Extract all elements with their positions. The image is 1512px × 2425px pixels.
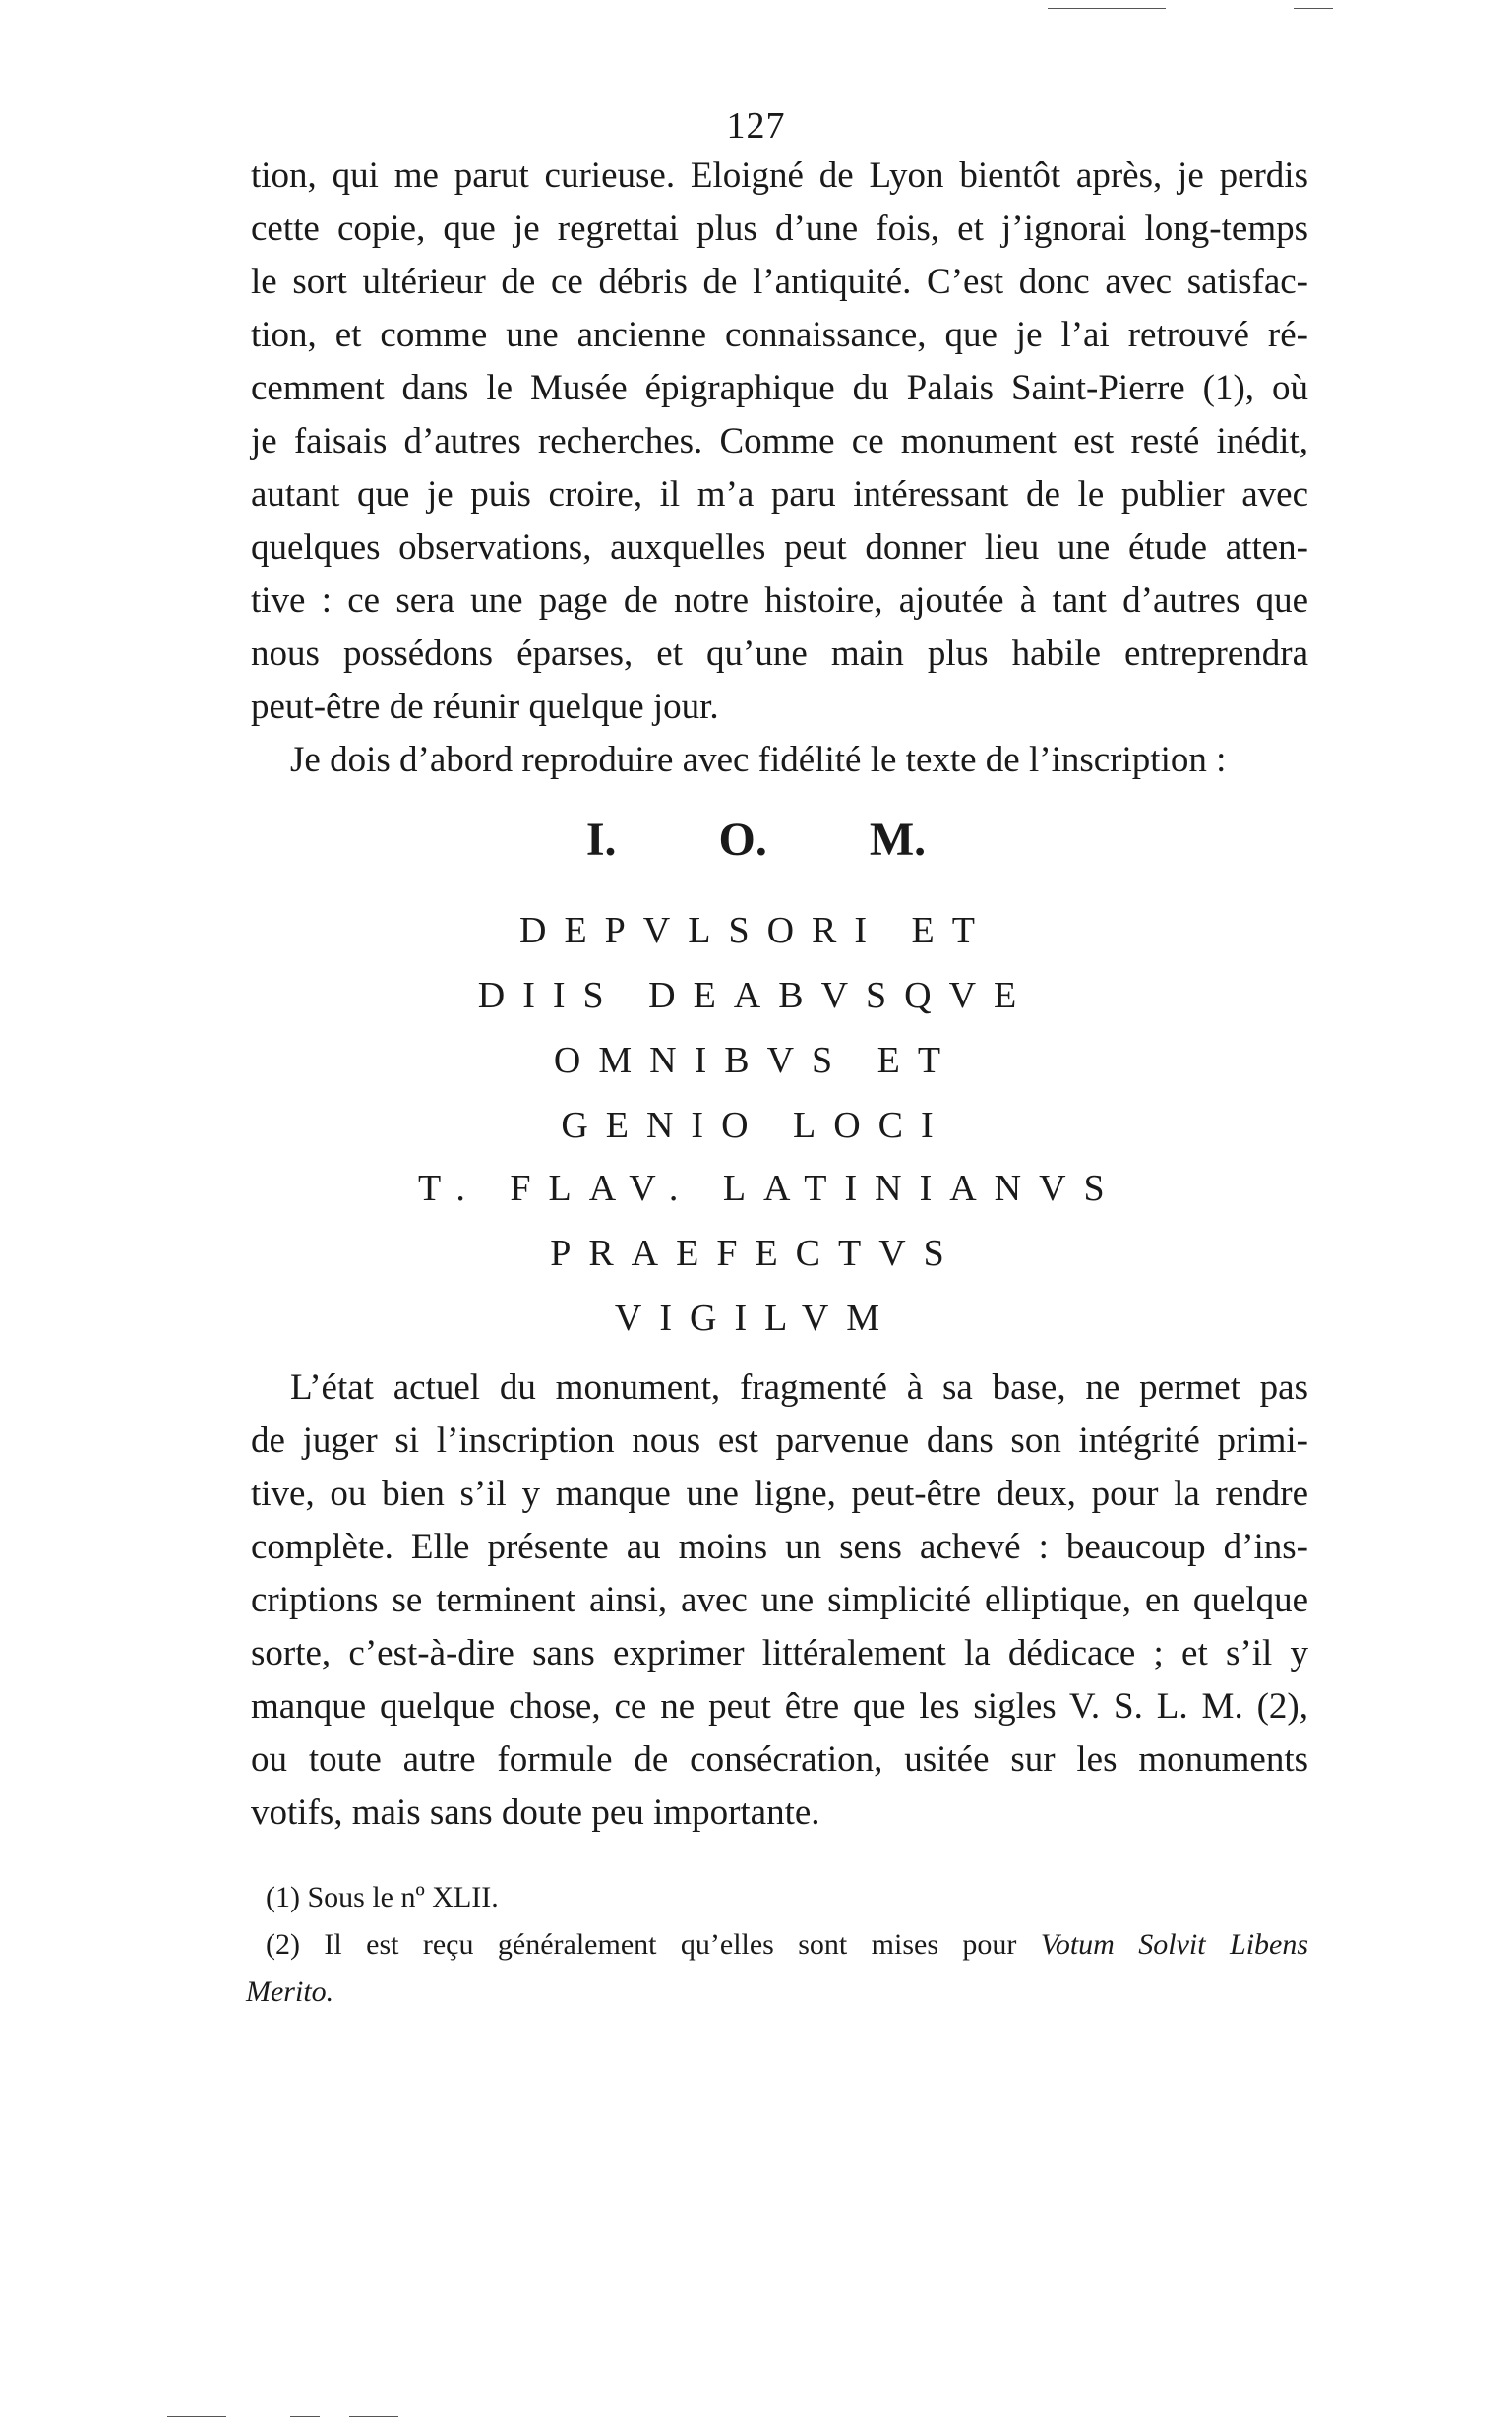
inscription-title (0, 813, 1512, 867)
footnote-2-word: Solvit (1138, 1928, 1206, 1961)
text-line: L’état actuel du monument, fragmenté à sa base, ne permet pas (290, 1367, 1308, 1408)
inscription-line: DEPVLSORI ET (519, 910, 993, 951)
footnote-1: (1) Sous le nº XLII. (266, 1881, 499, 1913)
footnote-2-text: (2) Il est reçu généralement qu’elles sont mises pour (266, 1928, 1041, 1961)
text-line: tive : ce sera une page de notre histoire, ajoutée à tant d’autres que (251, 580, 1308, 621)
inscription-line: GENIO LOCI (561, 1105, 951, 1146)
text-line: le sort ultérieur de ce débris de l’antiquité. C’est donc avec satisfac- (251, 262, 1308, 302)
text-line: cemment dans le Musée épigraphique du Palais Saint-Pierre (1), où (251, 368, 1308, 408)
text-line: de juger si l’inscription nous est parvenue dans son intégrité primi- (251, 1421, 1308, 1461)
inscription-title-letter: I. (585, 814, 617, 866)
top-rule-right (1294, 8, 1333, 9)
text-line: ou toute autre formule de consécration, usitée sur les monuments (251, 1739, 1308, 1780)
footnote-2-word: Libens (1230, 1928, 1309, 1961)
text-line: complète. Elle présente au moins un sens achevé : beaucoup d’ins- (251, 1527, 1308, 1567)
text-line: nous possédons éparses, et qu’une main plus habile entreprendra (251, 634, 1308, 674)
inscription-line: VIGILVM (614, 1298, 898, 1339)
text-line: sorte, c’est-à-dire sans exprimer littéralement la dédicace ; et s’il y (251, 1633, 1308, 1673)
text-line: Je dois d’abord reproduire avec fidélité le texte de l’inscription : (290, 740, 1227, 780)
inscription-title-letter: O. (718, 814, 767, 866)
text-line: tive, ou bien s’il y manque une ligne, peut-être deux, pour la rendre (251, 1474, 1308, 1514)
text-line: votifs, mais sans doute peu importante. (251, 1792, 820, 1833)
footnote-2-continuation: Merito. (246, 1975, 334, 2008)
text-line: manque quelque chose, ce ne peut être que les sigles V. S. L. M. (2), (251, 1686, 1308, 1727)
bottom-rule (290, 2416, 320, 2417)
page-number: 127 (726, 105, 786, 147)
footnote-2-word: Votum (1040, 1928, 1115, 1961)
inscription-line: PRAEFECTVS (550, 1233, 962, 1274)
inscription-title-letter: M. (869, 814, 927, 866)
inscription-line: DIIS DEABVSQVE (477, 975, 1035, 1016)
inscription-line: OMNIBVS ET (553, 1040, 959, 1081)
paragraph-commentary (251, 1362, 1308, 1840)
text-line: autant que je puis croire, il m’a paru intéressant de le publier avec (251, 474, 1308, 515)
text-line: je faisais d’autres recherches. Comme ce monument est resté inédit, (251, 421, 1308, 461)
text-line: tion, et comme une ancienne connaissance, que je l’ai retrouvé ré- (251, 315, 1308, 355)
inscription-line: T. FLAV. LATINIANVS (418, 1168, 1122, 1209)
bottom-rule (349, 2416, 398, 2417)
text-line: criptions se terminent ainsi, avec une simplicité elliptique, en quelque (251, 1580, 1308, 1620)
top-rule (1048, 8, 1166, 9)
text-line: quelques observations, auxquelles peut donner lieu une étude atten- (251, 527, 1308, 568)
text-line: peut-être de réunir quelque jour. (251, 687, 719, 727)
footnote-2 (266, 1921, 1308, 1969)
footnotes (246, 1874, 1309, 2016)
text-line: tion, qui me parut curieuse. Eloigné de Lyon bientôt après, je perdis (251, 155, 1308, 196)
text-line: cette copie, que je regrettai plus d’une fois, et j’ignorai long-temps (251, 209, 1308, 249)
bottom-rule (167, 2416, 226, 2417)
paragraph-intro (251, 150, 1308, 787)
